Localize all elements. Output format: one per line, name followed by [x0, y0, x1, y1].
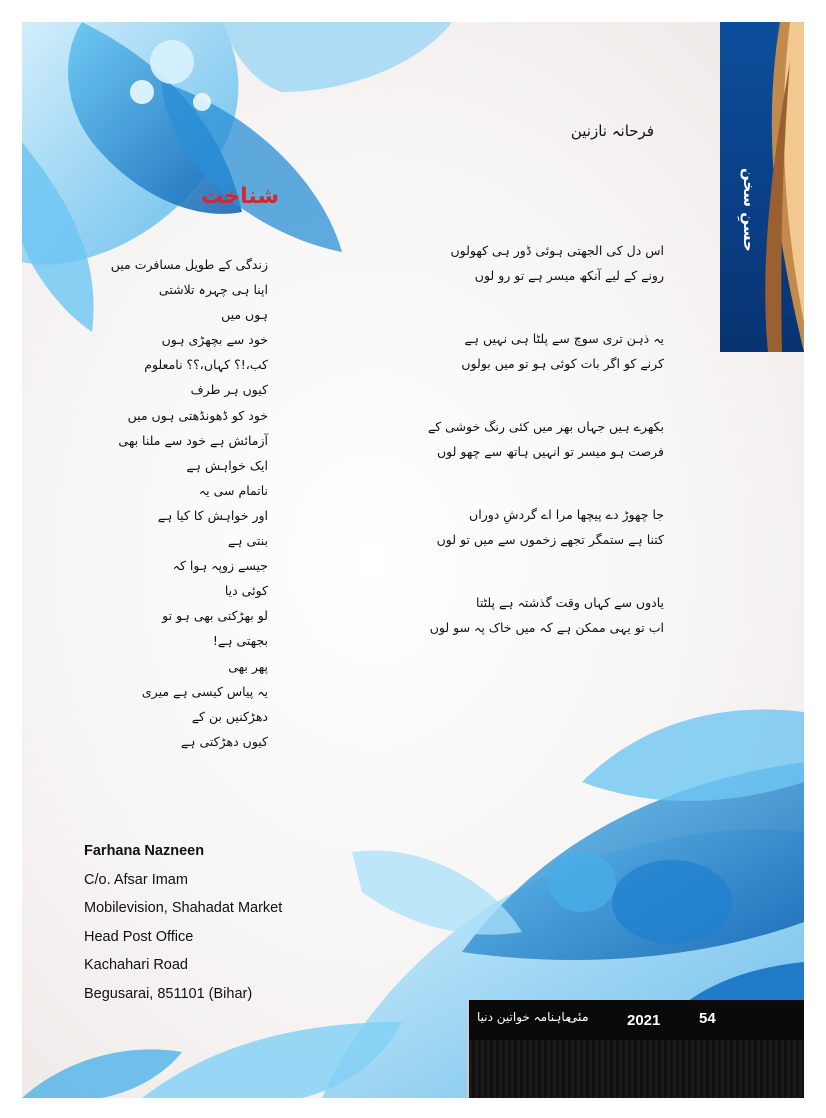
magazine-name: ماہنامہ خواتین دنیا	[477, 1010, 572, 1024]
poem-title: شناخت	[200, 184, 279, 209]
nazm-line: ایک خواہش ہے	[186, 457, 268, 473]
ghazal-line: اس دل کی الجھتی ہوئی ڈور ہی کھولوں	[450, 243, 664, 258]
nazm-line: اور خواہش کا کیا ہے	[157, 507, 268, 523]
issue-month: مئی	[567, 1010, 589, 1025]
ghazal-couplet	[364, 590, 664, 640]
nazm-line: کیوں دھڑکتی ہے	[180, 733, 268, 749]
address-name: Farhana Nazneen	[84, 843, 205, 859]
ghazal-poem	[364, 238, 664, 678]
ghazal-couplet	[364, 326, 664, 376]
nazm-line: یہ پیاس کیسی ہے میری	[141, 683, 268, 699]
nazm-line: آزمائش ہے خود سے ملنا بھی	[118, 432, 268, 448]
address-line: C/o. Afsar Imam	[84, 871, 188, 888]
nazm-line: ہوں میں	[221, 307, 268, 323]
page-number: 54	[699, 1010, 716, 1027]
nazm-line: جیسے زوپہ ہوا کہ	[172, 558, 268, 574]
nazm-line: پھر بھی	[228, 658, 268, 674]
ghazal-line: فرصت ہو میسر تو انہیں ہاتھ سے چھو لوں	[436, 444, 664, 459]
footer-bar	[469, 1000, 804, 1040]
page-footer	[467, 1000, 804, 1098]
ghazal-line: رونے کے لیے آنکھ میسر ہے تو رو لوں	[474, 268, 664, 283]
ghazal-couplet	[364, 238, 664, 288]
footer-texture	[469, 1040, 804, 1098]
ghazal-couplet	[364, 414, 664, 464]
ghazal-line: یادوں سے کہاں وقت گذشتہ ہے پلٹتا	[476, 595, 664, 610]
nazm-line: کب،!؟ کہاں،؟؟ نامعلوم	[144, 357, 268, 373]
nazm-line: ناتمام سی یہ	[198, 482, 268, 498]
ghazal-line: بکھرے ہیں جہاں بھر میں کئی رنگ خوشی کے	[427, 419, 664, 434]
address-line: Head Post Office	[84, 928, 194, 945]
nazm-line: کیوں ہر طرف	[190, 382, 268, 398]
ghazal-line: اب تو یہی ممکن ہے کہ میں خاک پہ سو لوں	[429, 620, 664, 635]
address-line: Begusarai, 851101 (Bihar)	[84, 985, 253, 1002]
author-name-urdu: فرحانہ نازنین	[570, 122, 654, 140]
ghazal-line: کرنے کو اگر بات کوئی ہو تو میں بولوں	[461, 356, 664, 371]
ghazal-line: یہ ذہن تری سوچ سے پلٹا ہی نہیں ہے	[464, 331, 664, 346]
ghazal-line: کتنا ہے ستمگر تجھے زخموں سے میں تو لوں	[436, 532, 664, 547]
ghazal-line: جا چھوڑ دے پیچھا مرا اے گردشِ دوراں	[469, 507, 664, 522]
nazm-line: بجھتی ہے!	[212, 633, 268, 649]
address-line: Mobilevision, Shahadat Market	[84, 900, 283, 917]
nazm-line: کوئی دیا	[224, 583, 268, 599]
magazine-page	[22, 22, 804, 1098]
nazm-line: لو بھڑکتی بھی ہو تو	[162, 608, 268, 624]
contributor-address	[84, 837, 282, 1009]
banner-title: حسنِ سخن	[740, 168, 758, 252]
nazm-line: زندگی کے طویل مسافرت میں	[110, 257, 268, 272]
address-line: Kachahari Road	[84, 957, 188, 974]
nazm-line: دھڑکنیں بن کے	[191, 708, 268, 724]
nazm-line: خود سے بچھڑی ہوں	[161, 332, 268, 348]
ghazal-couplet	[364, 502, 664, 552]
nazm-poem	[38, 252, 268, 754]
nazm-line: بنتی ہے	[227, 533, 268, 549]
section-banner	[720, 22, 804, 352]
issue-year: 2021	[627, 1012, 661, 1029]
nazm-line: خود کو ڈھونڈھتی ہوں میں	[127, 407, 268, 423]
nazm-line: اپنا ہی چہرہ تلاشتی	[158, 282, 268, 298]
